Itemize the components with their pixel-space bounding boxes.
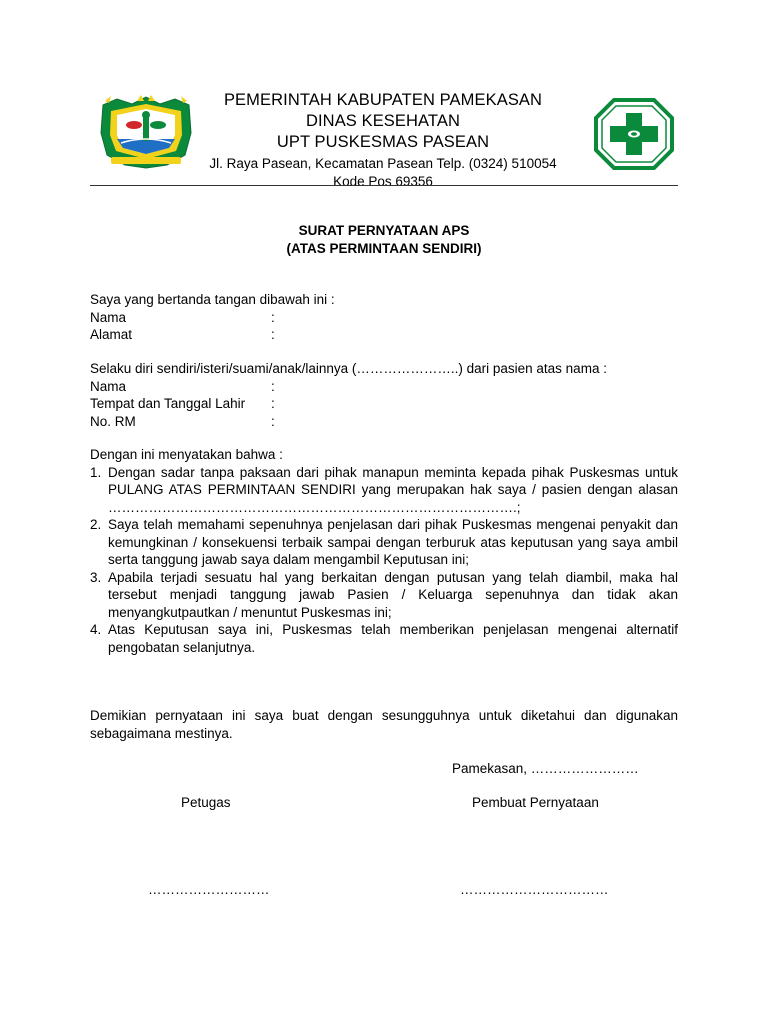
patient-rm-colon: : (271, 413, 275, 429)
declarant-address-row (90, 326, 678, 344)
declarant-address-colon: : (271, 327, 275, 342)
declarant-name-row (90, 309, 678, 327)
statements-list (90, 464, 678, 657)
place-date: Pamekasan, …………………… (452, 761, 639, 776)
statement-item-1 (90, 464, 678, 517)
patient-name-row (90, 378, 678, 396)
statement-number: 4. (90, 622, 102, 637)
letterhead-address: Jl. Raya Pasean, Kecamatan Pasean Telp. (0324) 510054 (209, 156, 557, 171)
patient-name-colon: : (271, 378, 275, 394)
statement-text: Saya telah memahami sepenuhnya penjelasan dari pihak Puskesmas mengenai penyakit dan kemungkinan / konsekuensi terbaik sampai dengan terburuk atas keputusan yang saya ambil serta tanggung jawab saya dalam mengambil Keputusan ini; (108, 517, 678, 567)
letterhead-institution: UPT PUSKESMAS PASEAN (276, 133, 490, 151)
header-divider (90, 185, 678, 186)
statements-section (90, 446, 678, 656)
statement-text: Atas Keputusan saya ini, Puskesmas telah memberikan penjelasan mengenai alternatif pengobatan selanjutnya. (108, 622, 678, 655)
declarant-name-colon: : (271, 309, 275, 325)
declarant-name-label: Nama (90, 309, 127, 325)
patient-birth-label: Tempat dan Tanggal Lahir (90, 396, 246, 411)
statement-item-4 (90, 621, 678, 656)
statement-text: Apabila terjadi sesuatu hal yang berkaitan dengan putusan yang telah diambil, maka hal tersebut menjadi tanggung jawab Pasien / Keluarga sepenuhnya dan tidak akan menyangkutpautkan / menuntut Puskesmas ini; (108, 569, 678, 620)
statement-number: 3. (90, 569, 102, 585)
statement-reason-dots: ……………………………………………………………………………….; (108, 499, 521, 515)
letterhead-government: PEMERINTAH KABUPATEN PAMEKASAN (223, 91, 543, 109)
declarant-signature-title: Pembuat Pernyataan (472, 795, 599, 810)
patient-rm-label: No. RM (90, 413, 136, 429)
letterhead (190, 90, 576, 191)
patient-section (90, 360, 678, 430)
statement-number: 2. (90, 517, 102, 532)
regency-emblem-logo (97, 95, 195, 169)
letterhead-postal-code: Kode Pos 69356 (333, 174, 433, 189)
statement-item-2 (90, 516, 678, 569)
declarant-intro: Saya yang bertanda tangan dibawah ini : (90, 292, 335, 307)
patient-birth-row (90, 395, 678, 413)
officer-signature-line: ……………………… (148, 882, 270, 897)
patient-birth-colon: : (271, 396, 275, 411)
statements-intro: Dengan ini menyatakan bahwa : (90, 447, 283, 462)
puskesmas-logo (594, 97, 674, 171)
statement-text: Dengan sadar tanpa paksaan dari pihak manapun meminta kepada pihak Puskesmas untuk PULANG ATAS PERMINTAAN SENDIRI yang merupakan hak saya / pasien dengan alasan (108, 464, 678, 497)
patient-intro: Selaku diri sendiri/isteri/suami/anak/lainnya (…………………..) dari pasien atas nama : (90, 361, 607, 376)
statement-number: 1. (90, 464, 102, 480)
title-sub: (ATAS PERMINTAAN SENDIRI) (286, 241, 482, 256)
letterhead-department: DINAS KESEHATAN (305, 112, 460, 130)
document-title (90, 222, 678, 258)
patient-rm-row (90, 413, 678, 431)
statement-item-3 (90, 569, 678, 622)
officer-signature-title: Petugas (181, 795, 231, 810)
declarant-section (90, 291, 678, 344)
closing-statement: Demikian pernyataan ini saya buat dengan sesungguhnya untuk diketahui dan digunakan sebagaimana mestinya. (90, 708, 678, 741)
title-main: SURAT PERNYATAAN APS (298, 223, 470, 238)
declarant-signature-line: …………………………… (460, 882, 609, 897)
patient-name-label: Nama (90, 378, 127, 394)
declarant-address-label: Alamat (90, 327, 133, 342)
